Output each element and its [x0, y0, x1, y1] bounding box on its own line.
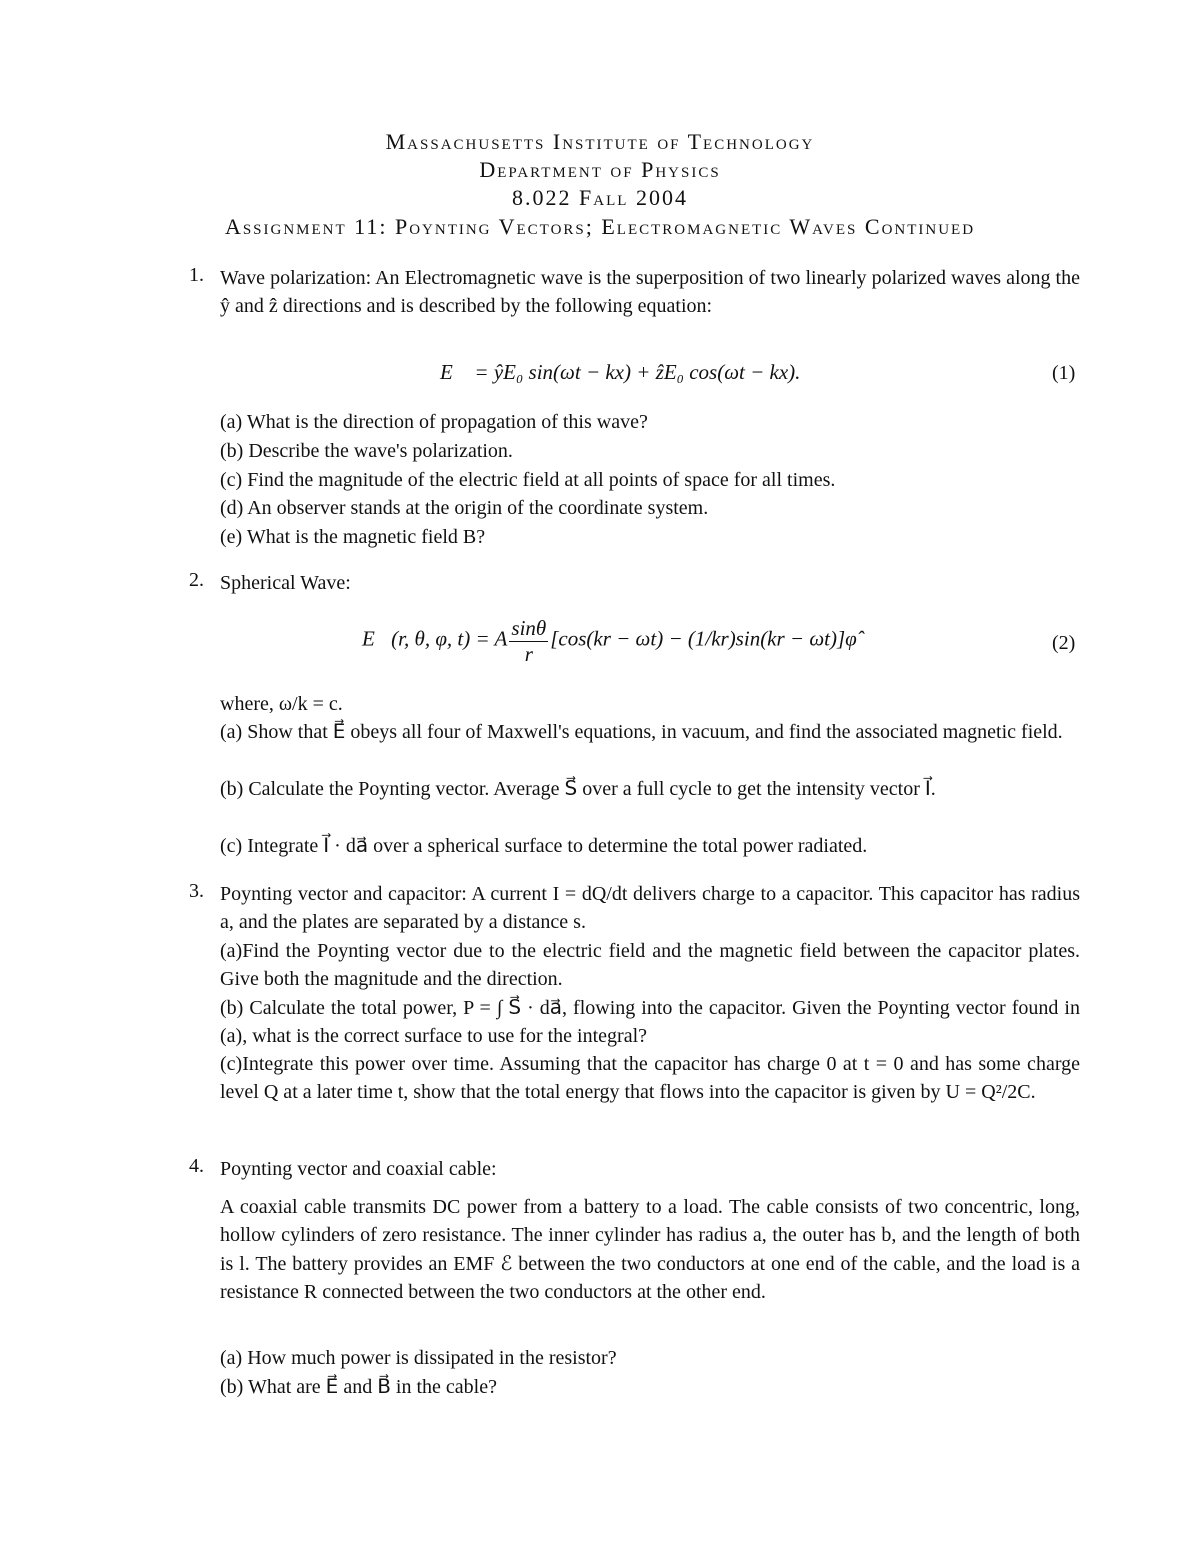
problem-1-number: 1. — [189, 264, 204, 286]
problem-1-equation-number: (1) — [1052, 362, 1076, 384]
problem-4-intro: Poynting vector and coaxial cable: — [220, 1158, 497, 1180]
problem-2-where: where, ω/k = c. — [220, 693, 343, 715]
problem-2-equation-fraction — [509, 615, 548, 666]
problem-1-equation: E⃗ = ŷE₀ sin(ωt − kx) + ẑE₀ cos(ωt − kx). — [440, 360, 801, 384]
assignment-title: Assignment 11: Poynting Vectors; Electromagnetic Waves Continued — [224, 214, 976, 239]
institution-title: Massachusetts Institute of Technology — [385, 129, 815, 154]
fraction-numerator: sinθ — [511, 616, 547, 640]
problem-3-part-b: (b) Calculate the total power, P = ∫ S⃗ · da⃗, flowing into the capacitor. Given the Poynting vector found in (a), what is the correct surface to use for the integral? — [220, 997, 1080, 1048]
problem-3-intro: Poynting vector and capacitor: A current I = dQ/dt delivers charge to a capacitor. This capacitor has radius a, and the plates are separated by a distance s. — [220, 883, 1080, 934]
problem-2-intro: Spherical Wave: — [220, 572, 351, 594]
problem-1-intro: Wave polarization: An Electromagnetic wave is the superposition of two linearly polarized waves along the ŷ and ẑ directions and is described by the following equation: — [220, 267, 1080, 318]
problem-2-equation-number: (2) — [1052, 632, 1076, 654]
problem-2-part-c: (c) Integrate I⃗ · da⃗ over a spherical surface to determine the total power radiated. — [220, 835, 868, 857]
problem-4-part-b: (b) What are E⃗ and B⃗ in the cable? — [220, 1376, 497, 1398]
problem-2-part-a: (a) Show that E⃗ obeys all four of Maxwell's equations, in vacuum, and find the associated magnetic field. — [220, 721, 1063, 743]
problem-1-part-c: (c) Find the magnitude of the electric field at all points of space for all times. — [220, 469, 836, 491]
problem-4-body: A coaxial cable transmits DC power from a battery to a load. The cable consists of two concentric, long, hollow cylinders of zero resistance. The inner cylinder has radius a, the outer has b, and the length of both is l. The battery provides an EMF ℰ between the two conductors at one end of the cable, and the load is a resistance R connected between the two conductors at the other end. — [220, 1196, 1080, 1304]
problem-1-part-b: (b) Describe the wave's polarization. — [220, 440, 513, 462]
problem-2-part-b: (b) Calculate the Poynting vector. Average S⃗ over a full cycle to get the intensity vector I⃗. — [220, 778, 936, 800]
problem-3-part-c: (c)Integrate this power over time. Assuming that the capacitor has charge 0 at t = 0 and has some charge level Q at a later time t, show that the total energy that flows into the capacitor is given by U = Q²/2C. — [220, 1053, 1080, 1104]
fraction-denominator: r — [524, 642, 533, 666]
problem-2-equation — [362, 615, 857, 666]
problem-2-number: 2. — [189, 569, 204, 591]
department-title: Department of Physics — [479, 157, 721, 182]
problem-1-part-d: (d) An observer stands at the origin of the coordinate system. — [220, 497, 709, 519]
problem-1-part-a: (a) What is the direction of propagation of this wave? — [220, 411, 648, 433]
problem-4-number: 4. — [189, 1155, 204, 1177]
problem-1-part-e: (e) What is the magnetic field B? — [220, 526, 486, 548]
course-title: 8.022 Fall 2004 — [512, 185, 688, 210]
problem-3-part-a: (a)Find the Poynting vector due to the electric field and the magnetic field between the capacitor plates. Give both the magnitude and the direction. — [220, 940, 1080, 991]
problem-3-number: 3. — [189, 880, 204, 902]
problem-2-equation-rhs: [cos(kr − ωt) − (1/kr)sin(kr − ωt)]φ̂ — [550, 626, 857, 651]
problem-4-part-a: (a) How much power is dissipated in the resistor? — [220, 1347, 617, 1369]
problem-2-equation-lhs: E⃗(r, θ, φ, t) = A — [362, 626, 508, 651]
